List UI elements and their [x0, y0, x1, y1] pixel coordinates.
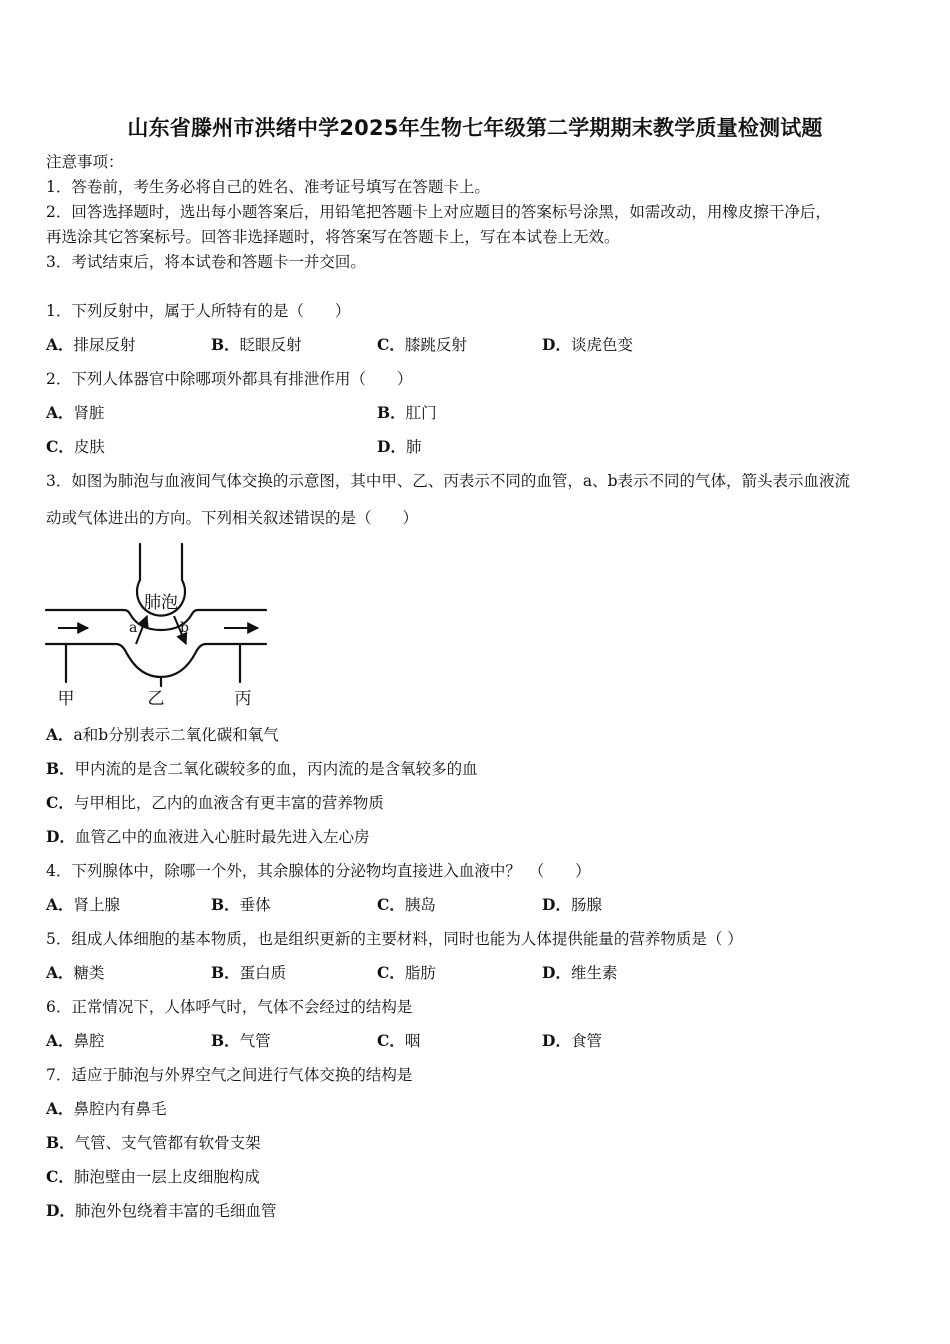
question-stem: 2．下列人体器官中除哪项外都具有排泄作用（ ）	[46, 370, 413, 388]
option-a: A．鼻腔	[46, 1031, 105, 1050]
alveolus-label: 肺泡	[144, 593, 178, 613]
option-row	[46, 335, 906, 355]
option-b: B．气管	[211, 1031, 271, 1050]
gas-a-arrow	[136, 616, 147, 644]
option-b: B．眨眼反射	[211, 335, 302, 354]
option-d: D．谈虎色变	[542, 335, 633, 354]
notice-item: 3．考试结束后，将本试卷和答题卡一并交回。	[46, 253, 366, 271]
option-a: A．鼻腔内有鼻毛	[46, 1099, 167, 1118]
question-stem: 6．正常情况下，人体呼气时，气体不会经过的结构是	[46, 998, 413, 1016]
option-b: B．蛋白质	[211, 963, 287, 982]
option-d: D．血管乙中的血液进入心脏时最先进入左心房	[46, 827, 370, 846]
gas-a-label: a	[129, 620, 138, 636]
option-a: A．糖类	[46, 963, 105, 982]
option-c: C．与甲相比，乙内的血液含有更丰富的营养物质	[46, 793, 384, 812]
option-d: D．食管	[542, 1031, 602, 1050]
question-stem-continued: 动或气体进出的方向。下列相关叙述错误的是（ ）	[46, 509, 419, 527]
option-d: D．维生素	[542, 963, 618, 982]
option-b: B．气管、支气管都有软骨支架	[46, 1133, 261, 1152]
alveolus-gas-exchange-diagram	[44, 540, 270, 712]
option-row	[46, 963, 906, 983]
vessel-yi-label: 乙	[147, 689, 165, 709]
option-c: C．胰岛	[377, 895, 436, 914]
option-a: A．排尿反射	[46, 335, 136, 354]
option-a: A．肾上腺	[46, 895, 121, 914]
option-c: C．膝跳反射	[377, 335, 467, 354]
option-a: A．肾脏	[46, 403, 105, 422]
option-d: D．肺	[377, 437, 422, 456]
option-row	[46, 403, 906, 423]
option-c: C．皮肤	[46, 437, 105, 456]
question-stem: 3．如图为肺泡与血液间气体交换的示意图，其中甲、乙、丙表示不同的血管，a、b表示不同的气体，箭头表示血液流	[46, 472, 851, 490]
notice-item: 1．答卷前，考生务必将自己的姓名、准考证号填写在答题卡上。	[46, 178, 490, 196]
option-b: B．肛门	[377, 403, 437, 422]
question-stem: 1．下列反射中，属于人所特有的是（ ）	[46, 302, 351, 320]
question-stem: 5．组成人体细胞的基本物质，也是组织更新的主要材料，同时也能为人体提供能量的营养物质是（ ）	[46, 930, 743, 948]
vessel-lower-wall	[46, 644, 266, 677]
gas-b-label: b	[180, 620, 189, 636]
vessel-jia-label: 甲	[57, 689, 75, 709]
option-a: A．a和b分别表示二氧化碳和氧气	[46, 725, 279, 744]
notice-item: 再选涂其它答案标号。回答非选择题时，将答案写在答题卡上，写在本试卷上无效。	[46, 228, 620, 246]
vessel-bing-label: 丙	[234, 689, 252, 709]
option-row	[46, 895, 906, 915]
notice-item: 2．回答选择题时，选出每小题答案后，用铅笔把答题卡上对应题目的答案标号涂黑，如需改动，用橡皮擦干净后，	[46, 203, 831, 221]
question-stem: 4．下列腺体中，除哪一个外，其余腺体的分泌物均直接进入血液中？ （ ）	[46, 862, 591, 880]
option-c: C．脂肪	[377, 963, 436, 982]
question-stem: 7．适应于肺泡与外界空气之间进行气体交换的结构是	[46, 1066, 413, 1084]
option-c: C．肺泡壁由一层上皮细胞构成	[46, 1167, 260, 1186]
option-b: B．甲内流的是含二氧化碳较多的血，丙内流的是含氧较多的血	[46, 759, 478, 778]
option-row	[46, 1031, 906, 1051]
option-row	[46, 437, 906, 457]
option-d: D．肺泡外包绕着丰富的毛细血管	[46, 1201, 277, 1220]
option-c: C．咽	[377, 1031, 421, 1050]
option-b: B．垂体	[211, 895, 271, 914]
notice-heading: 注意事项：	[46, 153, 124, 171]
page-title: 山东省滕州市洪绪中学2025年生物七年级第二学期期末教学质量检测试题	[127, 116, 823, 140]
option-d: D．肠腺	[542, 895, 602, 914]
